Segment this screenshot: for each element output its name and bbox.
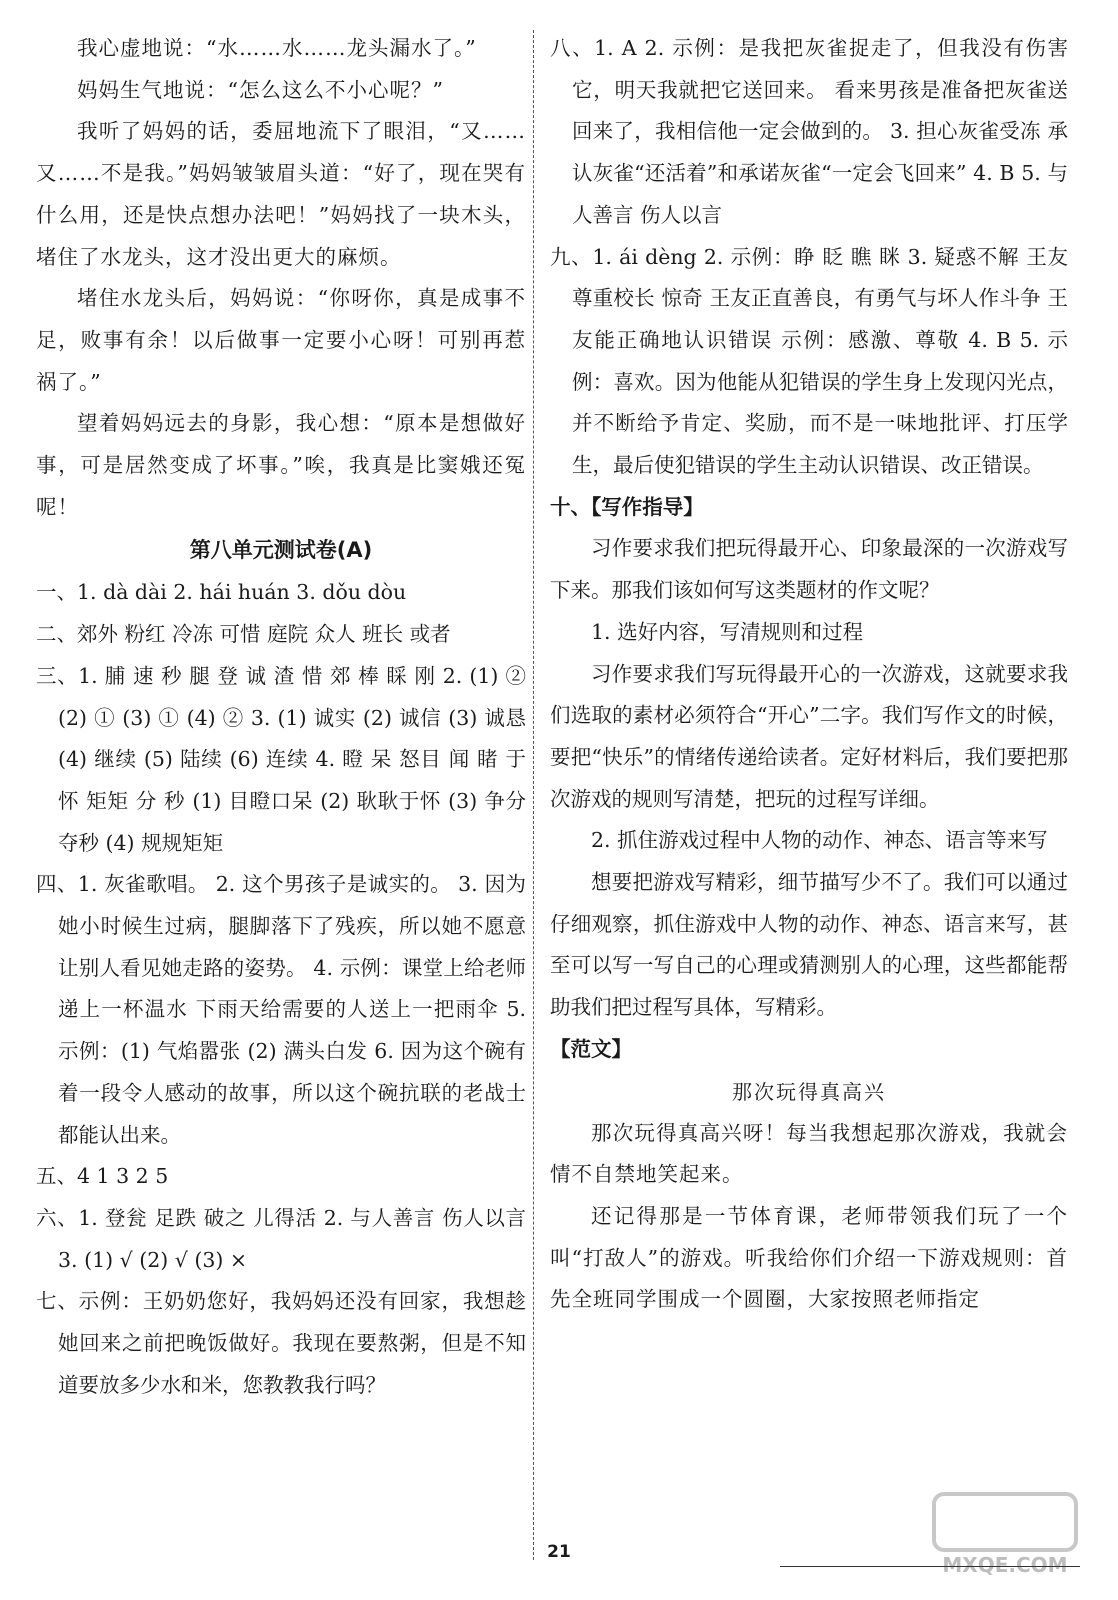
writing-guide-heading: 十、【写作指导】 (550, 494, 704, 519)
essay-title: 那次玩得真高兴 (732, 1079, 886, 1104)
story-paragraph: 妈妈生气地说：“怎么这么不小心呢？” (77, 77, 444, 102)
answer-item-3: 三、1. 脯 速 秒 腿 登 诚 渣 惜 郊 棒 睬 刚 2. (1) ② (2) ① (3) ① (4) ② 3. (1) 诚实 (2) 诚信 (3) 诚恳 (4) 继续 (5) 陆续 (6) 连续 4. 瞪 呆 怒目 闻 睹 于怀 矩矩 分 秒 (1) 目瞪口呆 (2) 耿耿于怀 (3) 争分夺秒 (4) 规规矩矩 (36, 663, 526, 855)
answer-item-5: 五、4 1 3 2 5 (36, 1164, 169, 1189)
answer-item-6: 六、1. 登瓮 足跌 破之 儿得活 2. 与人善言 伤人以言 3. (1) √ (2) √ (3) × (36, 1205, 526, 1272)
watermark-text: MXQE.COM (942, 1553, 1068, 1577)
writing-subheading: 2. 抓住游戏过程中人物的动作、神态、语言等来写 (591, 828, 1048, 853)
writing-paragraph: 想要把游戏写精彩，细节描写少不了。我们可以通过仔细观察，抓住游戏中人物的动作、神态、语言来写，甚至可以写一写自己的心理或猜测别人的心理，这些都能帮助我们把过程写具体，写精彩。 (550, 870, 1068, 1020)
bottom-rule (780, 1566, 1080, 1567)
right-column (550, 28, 1068, 1321)
essay-paragraph: 还记得那是一节体育课，老师带领我们玩了一个叫“打敌人”的游戏。听我给你们介绍一下游戏规则：首先全班同学围成一个圆圈，大家按照老师指定 (550, 1203, 1068, 1312)
story-paragraph: 我心虚地说：“水……水……龙头漏水了。” (77, 36, 477, 60)
column-divider (533, 30, 534, 1560)
essay-paragraph: 那次玩得真高兴呀！每当我想起那次游戏，我就会情不自禁地笑起来。 (550, 1120, 1068, 1187)
writing-paragraph: 习作要求我们写玩得最开心的一次游戏，这就要求我们选取的素材必须符合“开心”二字。我们写作文的时候，要把“快乐”的情绪传递给读者。定好材料后，我们要把那次游戏的规则写清楚，把玩的过程写详细。 (550, 661, 1068, 811)
watermark-logo (930, 1488, 1080, 1578)
answer-item-7: 七、示例：王奶奶您好，我妈妈还没有回家，我想趁她回来之前把晚饭做好。我现在要熬粥，但是不知道要放多少水和米，您教教我行吗？ (36, 1289, 526, 1397)
sample-essay-heading: 【范文】 (550, 1036, 632, 1061)
writing-subheading: 1. 选好内容，写清规则和过程 (591, 619, 864, 644)
answer-item-1: 一、1. dà dài 2. hái huán 3. dǒu dòu (36, 580, 407, 605)
page-number: 21 (547, 1542, 571, 1562)
story-paragraph: 堵住水龙头后，妈妈说：“你呀你，真是成事不足，败事有余！以后做事一定要小心呀！可别再惹祸了。” (36, 286, 526, 394)
story-paragraph: 我听了妈妈的话，委屈地流下了眼泪，“又……又……不是我。”妈妈皱皱眉头道：“好了，现在哭有什么用，还是快点想办法吧！”妈妈找了一块木头，堵住了水龙头，这才没出更大的麻烦。 (36, 119, 526, 269)
answer-item-2: 二、郊外 粉红 冷冻 可惜 庭院 众人 班长 或者 (36, 622, 451, 647)
writing-paragraph: 习作要求我们把玩得最开心、印象最深的一次游戏写下来。那我们该如何写这类题材的作文呢？ (550, 536, 1068, 603)
answer-item-4: 四、1. 灰雀歌唱。 2. 这个男孩子是诚实的。 3. 因为她小时候生过病，腿脚落下了残疾，所以她不愿意让别人看见她走路的姿势。 4. 示例：课堂上给老师递上一杯温水 下雨天给需要的人送上一把雨伞 5. 示例：(1) 气焰嚣张 (2) 满头白发 6. 因为这个碗有着一段令人感动的故事，所以这个碗抗联的老战士都能认出来。 (36, 872, 526, 1147)
answer-item-8: 八、1. A 2. 示例：是我把灰雀捉走了，但我没有伤害它，明天我就把它送回来。 看来男孩是准备把灰雀送回来了，我相信他一定会做到的。 3. 担心灰雀受冻 承认灰雀“还活着”和承诺灰雀“一定会飞回来” 4. B 5. 与人善言 伤人以言 (550, 36, 1068, 227)
story-paragraph: 望着妈妈远去的身影，我心想：“原本是想做好事，可是居然变成了坏事。”唉，我真是比窦娥还冤呢！ (36, 411, 526, 519)
left-column (36, 28, 526, 1407)
section-title: 第八单元测试卷(A) (189, 538, 373, 563)
answer-item-9: 九、1. ái dèng 2. 示例：睁 眨 瞧 眯 3. 疑惑不解 王友尊重校长 惊奇 王友正直善良，有勇气与坏人作斗争 王友能正确地认识错误 示例：感激、尊敬 4. B 5. 示例：喜欢。因为他能从犯错误的学生身上发现闪光点，并不断给予肯定、奖励，而不是一味地批评、打压学生，最后使犯错误的学生主动认识错误、改正错误。 (550, 244, 1068, 478)
